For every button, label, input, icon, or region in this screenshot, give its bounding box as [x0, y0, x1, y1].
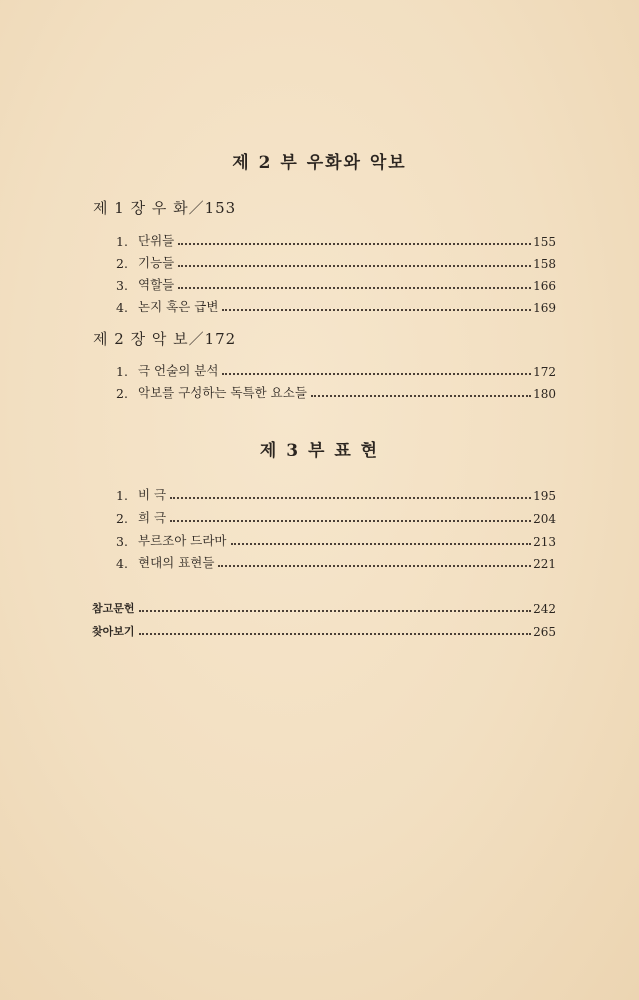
entry-page-number: 180 [533, 387, 556, 401]
entry-number: 2. [116, 256, 128, 271]
chapter-1-heading: 제 1 장 우 화／153 [93, 199, 237, 217]
entry-number: 1. [116, 488, 128, 503]
entry-title: 논지 혹은 급변 [138, 299, 219, 314]
part-2-title: 제 2 부 우화와 악보 [232, 153, 407, 173]
entry-page-number: 221 [533, 557, 556, 571]
dot-leader [178, 265, 531, 267]
entry-title: 단위들 [138, 233, 175, 248]
entry-page-number: 172 [533, 365, 556, 379]
entry-number: 1. [116, 364, 128, 379]
entry-title: 참고문헌 [92, 602, 135, 615]
entry-number: 4. [116, 556, 128, 571]
dot-leader [170, 520, 531, 522]
entry-title: 역할들 [138, 277, 175, 292]
entry-number: 3. [116, 278, 128, 293]
toc-entry-bibliography[interactable] [92, 596, 556, 616]
entry-number: 4. [116, 300, 128, 315]
dot-leader [178, 287, 531, 289]
dot-leader [139, 633, 532, 635]
dot-leader [218, 565, 531, 567]
toc-entry-index[interactable] [92, 619, 556, 639]
toc-entry[interactable] [116, 483, 556, 503]
entry-page-number: 166 [533, 279, 556, 293]
toc-entry[interactable] [116, 251, 556, 271]
dot-leader [139, 610, 532, 612]
entry-title: 악보를 구성하는 독특한 요소들 [138, 385, 307, 400]
toc-entry[interactable] [116, 359, 556, 379]
entry-title: 기능들 [138, 255, 175, 270]
dot-leader [231, 543, 532, 545]
entry-title: 부르조아 드라마 [138, 533, 227, 548]
entry-title: 비 극 [138, 487, 167, 502]
toc-entry[interactable] [116, 273, 556, 293]
entry-page-number: 158 [533, 257, 556, 271]
entry-page-number: 204 [533, 512, 556, 526]
entry-page-number: 213 [533, 535, 556, 549]
toc-entry[interactable] [116, 295, 556, 315]
dot-leader [222, 373, 531, 375]
dot-leader [178, 243, 531, 245]
toc-entry[interactable] [116, 529, 556, 549]
toc-entry[interactable] [116, 229, 556, 249]
entry-title: 희 극 [138, 510, 167, 525]
entry-number: 2. [116, 511, 128, 526]
dot-leader [222, 309, 531, 311]
toc-entry[interactable] [116, 551, 556, 571]
entry-number: 3. [116, 534, 128, 549]
entry-page-number: 155 [533, 235, 556, 249]
entry-title: 현대의 표현들 [138, 555, 215, 570]
entry-number: 2. [116, 386, 128, 401]
toc-entry[interactable] [116, 381, 556, 401]
dot-leader [311, 395, 531, 397]
entry-page-number: 169 [533, 301, 556, 315]
entry-page-number: 195 [533, 489, 556, 503]
entry-page-number: 242 [533, 602, 556, 616]
part-3-title: 제 3 부 표 현 [259, 441, 380, 461]
entry-title: 극 언술의 분석 [138, 363, 219, 378]
dot-leader [170, 497, 531, 499]
chapter-2-heading: 제 2 장 악 보／172 [93, 330, 237, 348]
entry-page-number: 265 [533, 625, 556, 639]
entry-number: 1. [116, 234, 128, 249]
entry-title: 찾아보기 [92, 625, 135, 638]
toc-entry[interactable] [116, 506, 556, 526]
